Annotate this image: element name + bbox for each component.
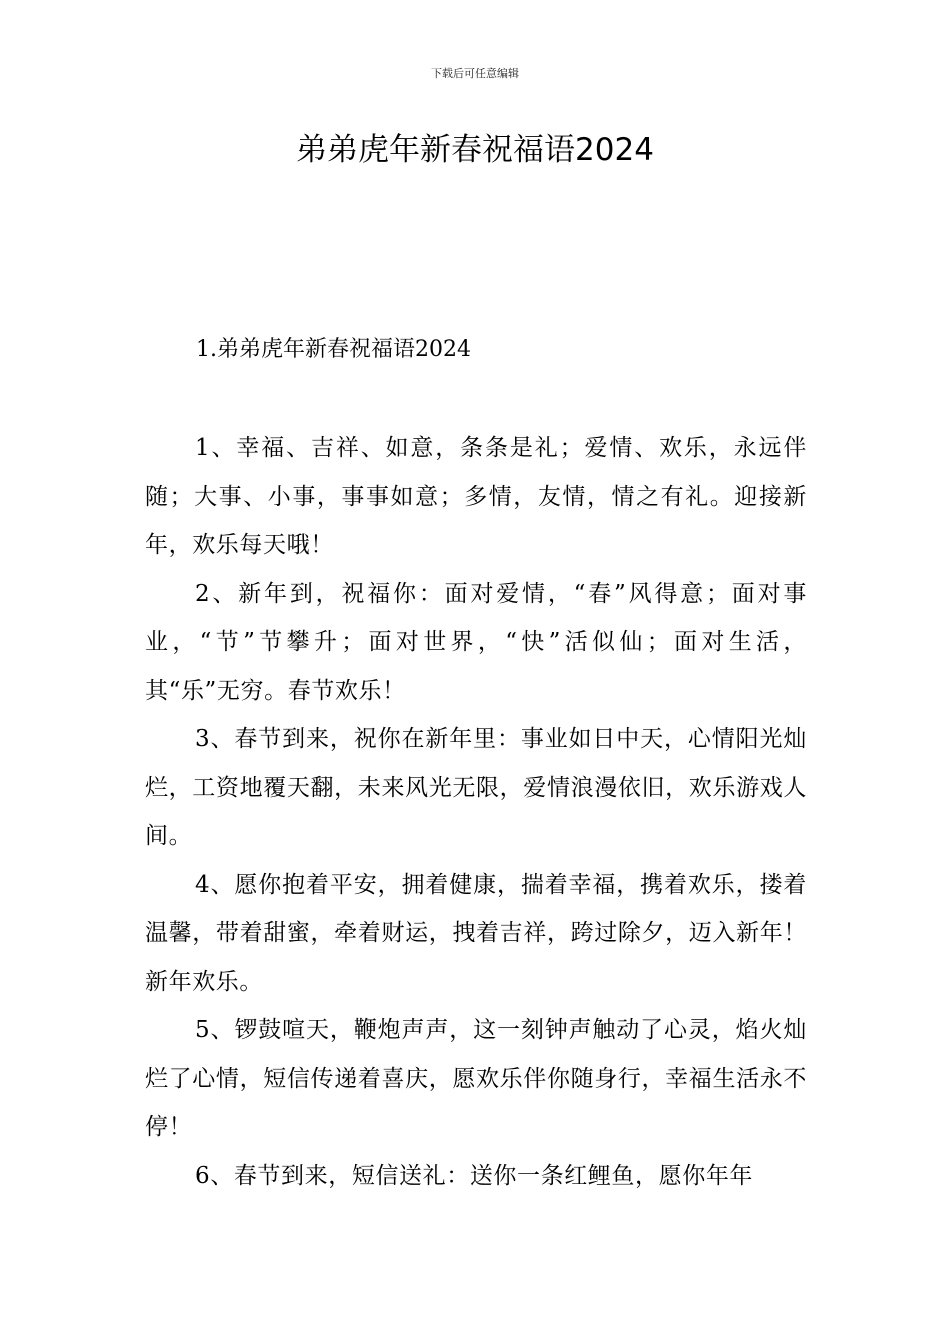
document-title: 弟弟虎年新春祝福语2024 bbox=[296, 132, 654, 168]
document-body bbox=[145, 424, 807, 1200]
header-note: 下载后可任意编辑 bbox=[431, 67, 519, 80]
paragraph: 2、新年到，祝福你：面对爱情，“春”风得意；面对事业，“节”节攀升；面对世界，“快”活似仙；面对生活，其“乐”无穷。春节欢乐！ bbox=[145, 580, 807, 704]
paragraph: 6、春节到来，短信送礼：送你一条红鲤鱼，愿你年年 bbox=[195, 1162, 754, 1189]
paragraph: 4、愿你抱着平安，拥着健康，揣着幸福，携着欢乐，搂着温馨，带着甜蜜，牵着财运，拽着吉祥，跨过除夕，迈入新年！新年欢乐。 bbox=[145, 871, 807, 995]
section-heading: 1.弟弟虎年新春祝福语2024 bbox=[196, 337, 471, 362]
paragraph: 1、幸福、吉祥、如意，条条是礼；爱情、欢乐，永远伴随；大事、小事，事事如意；多情，友情，情之有礼。迎接新年，欢乐每天哦！ bbox=[145, 435, 807, 558]
paragraph: 5、锣鼓喧天，鞭炮声声，这一刻钟声触动了心灵，焰火灿烂了心情，短信传递着喜庆，愿欢乐伴你随身行，幸福生活永不停！ bbox=[145, 1017, 807, 1140]
paragraph: 3、春节到来，祝你在新年里：事业如日中天，心情阳光灿烂，工资地覆天翻，未来风光无限，爱情浪漫依旧，欢乐游戏人间。 bbox=[145, 726, 807, 849]
